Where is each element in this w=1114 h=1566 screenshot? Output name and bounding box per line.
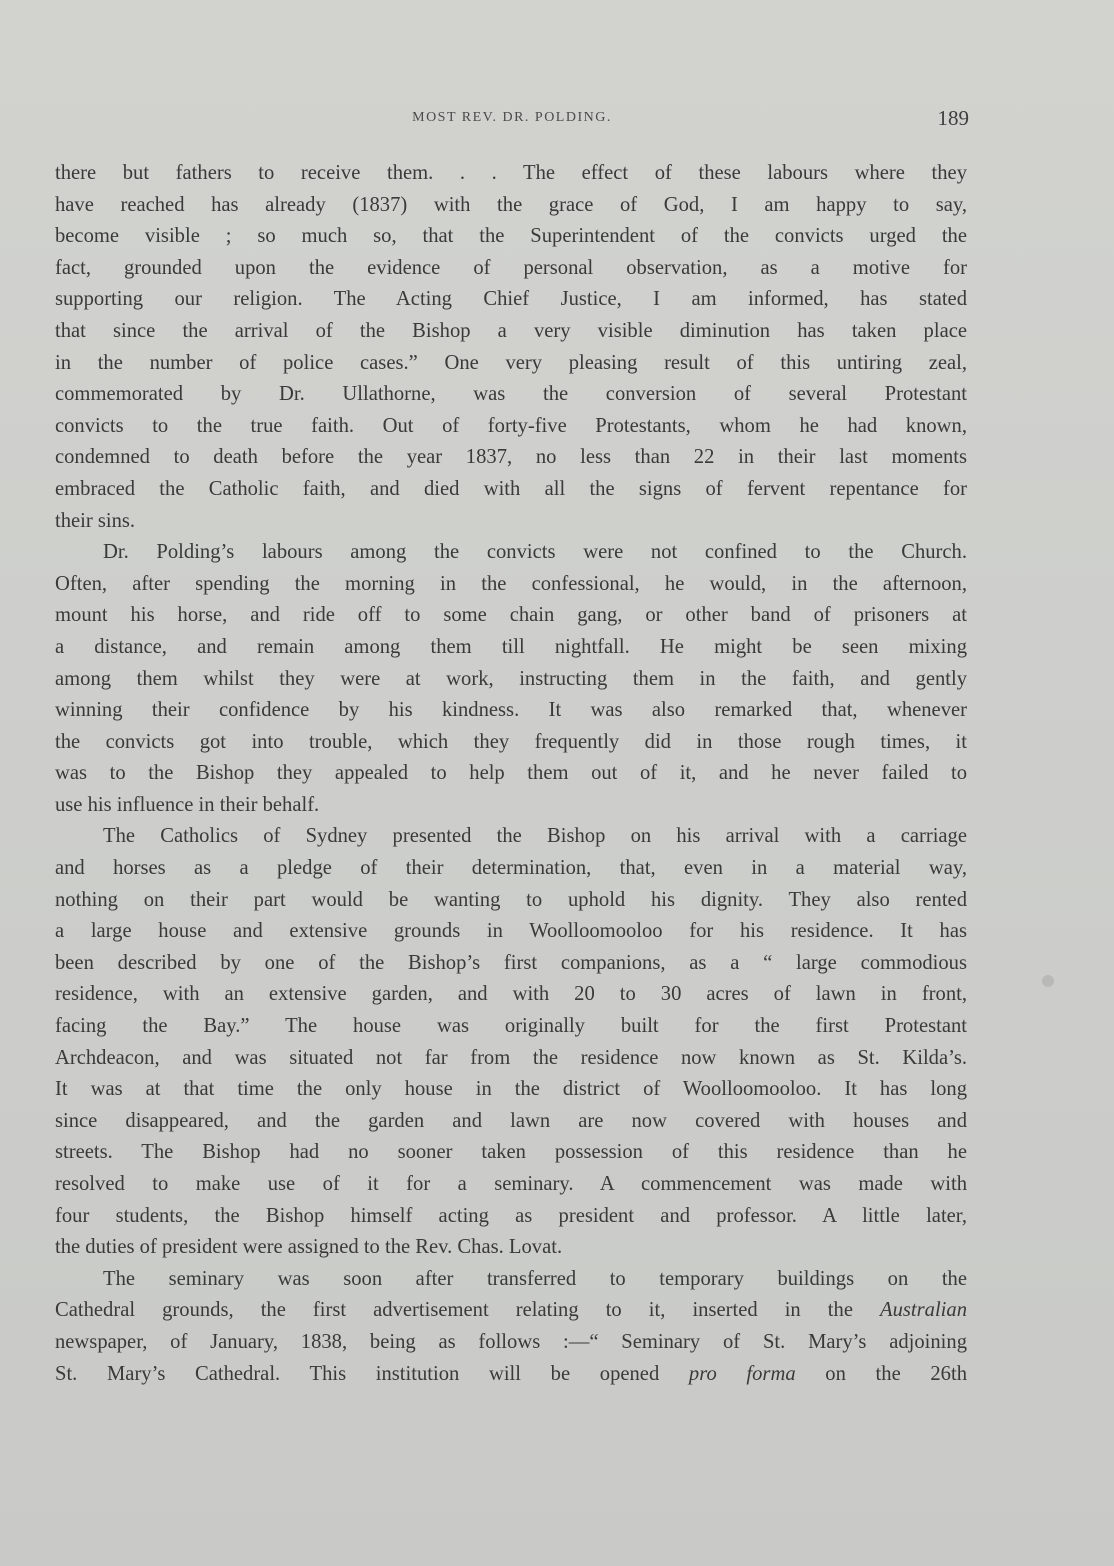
text-line: become visible ; so much so, that the Superintendent of the convicts urged the [55, 225, 967, 248]
text-line: there but fathers to receive them. . . The effect of these labours where they [55, 162, 967, 184]
paragraph-4 [55, 1264, 967, 1390]
paper-blemish [1042, 975, 1054, 987]
text-line: The seminary was soon after transferred to temporary buildings on the [103, 1267, 967, 1290]
text-line: streets. The Bishop had no sooner taken possession of this residence than he [55, 1141, 967, 1164]
page-number: 189 [937, 106, 969, 130]
page-header [55, 106, 969, 134]
text-line: their sins. [55, 509, 136, 532]
paragraph-1 [55, 158, 967, 537]
text-line: fact, grounded upon the evidence of personal observation, as a motive for [55, 256, 967, 279]
text-line: among them whilst they were at work, instructing them in the faith, and gently [55, 667, 967, 690]
text-line: nothing on their part would be wanting to uphold his dignity. They also rented [55, 888, 967, 911]
paragraph-2 [55, 537, 967, 821]
text-line: since disappeared, and the garden and lawn are now covered with houses and [55, 1109, 967, 1132]
text-line: was to the Bishop they appealed to help them out of it, and he never failed to [55, 762, 967, 785]
text-line: supporting our religion. The Acting Chief Justice, I am informed, has stated [55, 288, 967, 311]
text-line: winning their confidence by his kindness. It was also remarked that, whenever [55, 699, 967, 722]
text-line: commemorated by Dr. Ullathorne, was the conversion of several Protestant [55, 383, 967, 406]
text-segment: on the 26th [795, 1362, 967, 1385]
text-line: in the number of police cases.” One very pleasing result of this untiring zeal, [55, 351, 967, 374]
text-line: a large house and extensive grounds in Woolloomooloo for his residence. It has [55, 920, 967, 943]
text-line: been described by one of the Bishop’s first companions, as a “ large commodious [55, 951, 967, 974]
text-line: four students, the Bishop himself acting as president and professor. A little later, [55, 1204, 967, 1227]
text-line: the duties of president were assigned to the Rev. Chas. Lovat. [55, 1236, 563, 1259]
text-line: condemned to death before the year 1837, no less than 22 in their last moments [55, 446, 967, 469]
text-line: Dr. Polding’s labours among the convicts were not confined to the Church. [103, 541, 967, 564]
text-line: have reached has already (1837) with the grace of God, I am happy to say, [55, 193, 967, 216]
text-segment: St. Mary’s Cathedral. This institution will be opened [55, 1362, 689, 1385]
text-line: It was at that time the only house in the district of Woolloomooloo. It has long [55, 1078, 967, 1101]
latin-phrase: pro forma [688, 1362, 796, 1385]
text-line: and horses as a pledge of their determination, that, even in a material way, [55, 857, 967, 880]
text-line: the convicts got into trouble, which they frequently did in those rough times, it [55, 730, 967, 753]
text-line: embraced the Catholic faith, and died with all the signs of fervent repentance for [55, 477, 967, 500]
running-head: MOST REV. DR. POLDING. [412, 110, 612, 125]
newspaper-title: Australian [880, 1299, 967, 1322]
text-line: Often, after spending the morning in the confessional, he would, in the afternoon, [55, 572, 967, 595]
body-text [55, 158, 967, 1390]
text-line: The Catholics of Sydney presented the Bishop on his arrival with a carriage [103, 825, 967, 848]
text-line: facing the Bay.” The house was originally built for the first Protestant [55, 1015, 967, 1038]
text-line: residence, with an extensive garden, and with 20 to 30 acres of lawn in front, [55, 983, 967, 1006]
text-line: resolved to make use of it for a seminary. A commencement was made with [55, 1173, 967, 1195]
text-line: a distance, and remain among them till nightfall. He might be seen mixing [55, 635, 967, 658]
text-line: convicts to the true faith. Out of forty-five Protestants, whom he had known, [55, 414, 967, 437]
text-line [55, 1295, 967, 1327]
text-line: Archdeacon, and was situated not far from the residence now known as St. Kilda’s. [55, 1046, 967, 1069]
text-line: use his influence in their behalf. [55, 793, 320, 816]
text-segment: Cathedral grounds, the first advertisement relating to it, inserted in the [55, 1299, 881, 1322]
text-line: mount his horse, and ride off to some chain gang, or other band of prisoners at [55, 604, 967, 627]
text-line [55, 1359, 967, 1391]
text-line: newspaper, of January, 1838, being as follows :—“ Seminary of St. Mary’s adjoining [55, 1330, 967, 1353]
text-line: that since the arrival of the Bishop a very visible diminution has taken place [55, 319, 967, 342]
paragraph-3 [55, 821, 967, 1263]
